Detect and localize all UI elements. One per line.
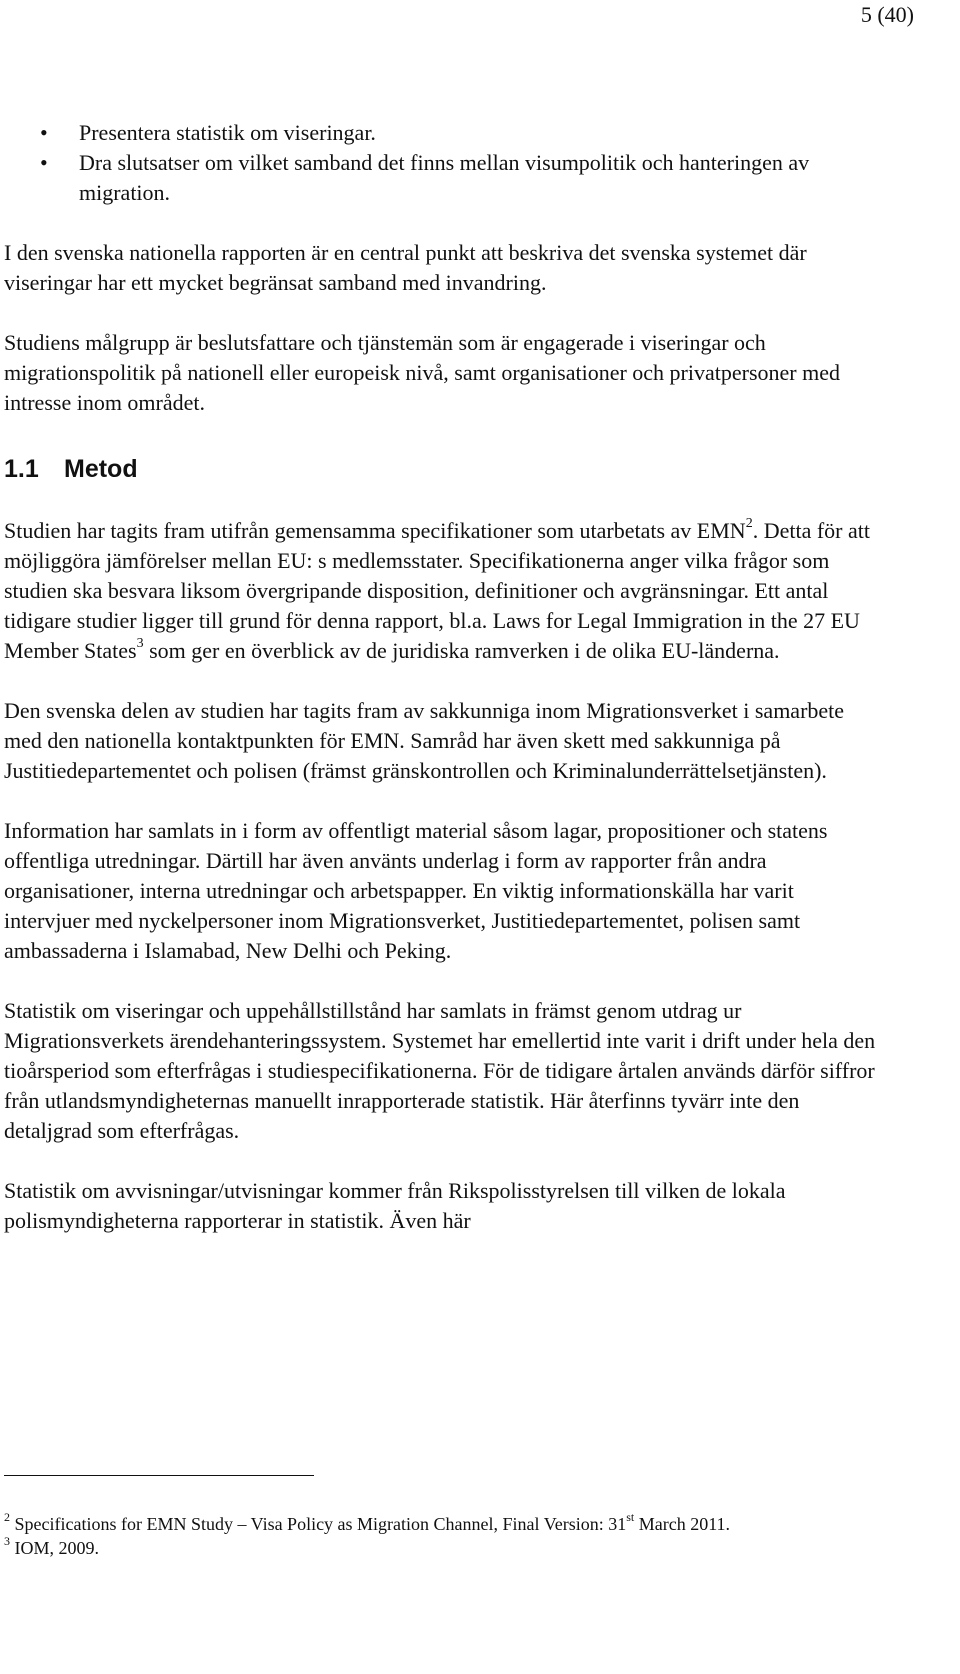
paragraph: Statistik om viseringar och uppehållstillstånd har samlats in främst genom utdrag ur Migrationsverkets ärendehanteringssystem. Systemet har emellertid inte varit i drift under hela den tioårsperiod som efterfrågas i studiespecifikationerna. För de tidigare årtalen används därför siffror från utlandsmyndigheternas manuellt inrapporterade statistik. Här återfinns tyvärr inte den detaljgrad som efterfrågas. [4,998,876,1143]
paragraph: I den svenska nationella rapporten är en central punkt att beskriva det svenska systemet där viseringar har ett mycket begränsat samband med invandring. [4,240,807,295]
bullet-icon: • [40,120,48,145]
footnote-text: March 2011. [634,1514,731,1534]
list-item-text: Dra slutsatser om vilket samband det finns mellan visumpolitik och hanteringen av migration. [79,150,810,205]
paragraph: Statistik om avvisningar/utvisningar kommer från Rikspolisstyrelsen till vilken de lokala polismyndigheterna rapporterar in statistik. Även här [4,1178,786,1233]
footnote [4,1536,904,1560]
paragraph [4,516,884,666]
paragraph: Information har samlats in i form av offentligt material såsom lagar, propositioner och statens offentliga utredningar. Därtill har även använts underlag i form av rapporter från andra organisationer, interna utredningar och arbetspapper. En viktig informationskälla har varit intervjuer med nyckelpersoner inom Migrationsverket, Justitiedepartementet, polisen samt ambassaderna i Islamabad, New Delhi och Peking. [4,818,828,963]
footnote-ref: 3 [136,635,144,651]
section-number: 1.1 [4,455,39,483]
bullet-icon: • [40,150,48,175]
footnote-superscript: st [626,1510,635,1524]
footnote-marker: 2 [4,1510,10,1524]
body-text [4,118,884,1236]
paragraph: Den svenska delen av studien har tagits fram av sakkunniga inom Migrationsverket i samarbete med den nationella kontaktpunkten för EMN. Samråd har även skett med sakkunniga på Justitiedepartementet och polisen (främst gränskontrollen och Kriminalunderrättelsetjänsten). [4,698,845,783]
paragraph-text: . Detta för att möjliggöra jämförelser mellan EU: s medlemsstater. Specifikationerna anger vilka frågor som studien ska besvara liksom övergripande disposition, definitioner och avgränsningar. Ett antal tidigare studier ligger till grund för denna rapport, bl.a. Laws for Legal Immigration in the 27 EU Member States [4,518,870,663]
section-title: Metod [64,455,138,483]
paragraph-text: som ger en överblick av de juridiska ramverken i de olika EU-länderna. [143,638,780,663]
paragraph: Studiens målgrupp är beslutsfattare och tjänstemän som är engagerade i viseringar och migrationspolitik på nationell eller europeisk nivå, samt organisationer och privatpersoner med intresse inom området. [4,330,840,415]
footnote-text: Specifications for EMN Study – Visa Policy as Migration Channel, Final Version: 31 [10,1514,627,1534]
list-item-text: Presentera statistik om viseringar. [79,120,376,145]
bullet-list [4,118,884,208]
footnote-text: IOM, 2009. [10,1538,99,1558]
footnote-ref: 2 [745,515,753,531]
paragraph-text: Studien har tagits fram utifrån gemensamma specifikationer som utarbetats av EMN [4,518,746,543]
section-heading [4,454,884,484]
list-item [4,118,884,148]
footnote-separator [4,1475,314,1476]
list-item [4,148,884,208]
footnote-marker: 3 [4,1534,10,1548]
page-number: 5 (40) [860,2,914,27]
footnote [4,1512,904,1536]
footnotes [4,1512,904,1560]
